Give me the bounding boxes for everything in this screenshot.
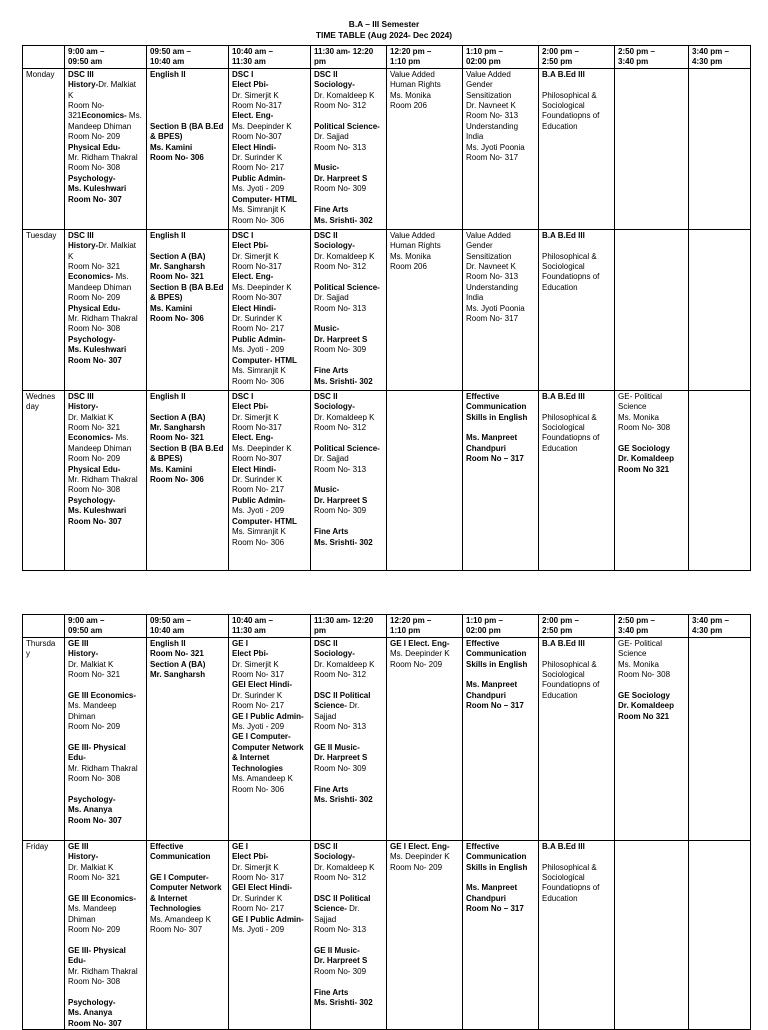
- cell-text: Ms. Simranjit K Room No- 306: [232, 366, 286, 386]
- cell-text: Computer- HTML: [232, 355, 297, 365]
- cell-text: Political Science-: [314, 282, 380, 292]
- corner-cell: [23, 46, 65, 69]
- time-slot-header: 11:30 am- 12:20 pm: [311, 46, 387, 69]
- cell-text: Computer- HTML: [232, 194, 297, 204]
- cell-text: GE I Elect Pbi-: [232, 638, 269, 659]
- timetable-cell: [229, 390, 311, 570]
- cell-text: DSC I Elect Pbi-: [232, 391, 269, 412]
- page-title: B.A – III Semester: [348, 19, 420, 29]
- cell-text: Ms. Mandeep Dhiman Room No- 209: [68, 433, 132, 464]
- cell-text: GE II Music- Dr. Harpreet S: [314, 945, 368, 966]
- cell-text: Dr. Surinder K Room No- 217: [232, 153, 285, 173]
- cell-text: Ms. Amandeep K Room No- 307: [150, 914, 211, 935]
- cell-text: English II Room No- 321 Section A (BA) Mr. Sangharsh: [150, 638, 206, 680]
- day-row-tuesday: [23, 229, 751, 390]
- day-row-friday: [23, 840, 751, 1029]
- time-slot-header: 11:30 am- 12:20 pm: [311, 615, 387, 638]
- cell-text: Dr. Malkiat K Room No- 321: [68, 862, 121, 883]
- cell-text: Dr. Malkiat K Room No- 321: [68, 80, 137, 121]
- cell-text: B.A B.Ed III: [542, 638, 585, 648]
- timetable-cell: [689, 229, 751, 390]
- cell-text: Physical Edu-: [68, 142, 121, 152]
- cell-text: Dr. Simerjit K Room No-317: [232, 412, 282, 433]
- cell-text: GEI Elect Hindi-: [232, 680, 293, 690]
- timetable-cell: [615, 229, 689, 390]
- cell-text: Value Added Human Rights Ms. Monika Room 206: [390, 230, 441, 272]
- cell-text: Effective Communication: [150, 841, 211, 862]
- cell-text: DSC III History-: [68, 230, 99, 251]
- cell-text: DSC I Elect Pbi-: [232, 230, 269, 251]
- time-slot-header: 3:40 pm – 4:30 pm: [689, 46, 751, 69]
- timetable-cell: [311, 637, 387, 840]
- timetable-cell: [615, 637, 689, 840]
- cell-text: Public Admin-: [232, 173, 286, 183]
- timetable-cell: [539, 229, 615, 390]
- cell-text: DSC II Sociology-: [314, 391, 355, 412]
- cell-text: Political Science-: [314, 121, 380, 131]
- cell-text: Dr. Surinder K Room No- 217: [232, 314, 285, 334]
- timetable-cell: [65, 229, 147, 390]
- corner-cell: [23, 615, 65, 638]
- cell-text: Room No- 309: [314, 506, 367, 516]
- cell-text: Mr. Ridham Thakral Room No- 308: [68, 314, 138, 334]
- cell-text: GE III History-: [68, 841, 99, 862]
- cell-text: Dr. Simerjit K Room No-317: [232, 90, 282, 111]
- timetable-cell: [229, 637, 311, 840]
- cell-text: GE I Public Admin-: [232, 711, 304, 721]
- time-slot-header: 3:40 pm – 4:30 pm: [689, 615, 751, 638]
- cell-text: Ms. Simranjit K Room No- 306: [232, 527, 286, 547]
- cell-text: Effective Communication Skills in English Ms. Manpreet Chandpuri Room No – 317: [466, 391, 528, 464]
- cell-text: Psychology- Ms. Kuleshwari Room No- 307: [68, 495, 127, 526]
- timetable-cell: [65, 637, 147, 840]
- cell-text: Ms. Mandeep Dhiman Room No- 209: [68, 272, 132, 303]
- cell-text: GE III Economics-: [68, 893, 137, 903]
- cell-text: Philosophical & Sociological Foundatiopns of Education: [542, 90, 600, 131]
- cell-text: GE Sociology Dr. Komaldeep Room No 321: [618, 690, 675, 721]
- timetable-cell: [147, 68, 229, 229]
- timetable-cell: [229, 840, 311, 1029]
- cell-text: Room No- 309: [314, 184, 367, 194]
- cell-text: Fine Arts Ms. Srishti- 302: [314, 527, 373, 547]
- timetable-cell: [387, 68, 463, 229]
- time-header-row: [23, 615, 751, 638]
- day-label: Monday: [23, 68, 65, 229]
- cell-text: Dr. Sajjad Room No- 313: [314, 132, 367, 152]
- cell-text: Political Science-: [314, 443, 380, 453]
- cell-text: DSC III History-: [68, 69, 99, 90]
- cell-text: Ms. Jyoti - 209: [232, 722, 285, 732]
- cell-text: English II: [150, 391, 186, 401]
- cell-text: Ms. Deepinder K Room No-307: [232, 443, 292, 464]
- page-subtitle: TIME TABLE (Aug 2024- Dec 2024): [315, 30, 453, 40]
- cell-text: Ms. Deepinder K Room No-307: [232, 121, 292, 142]
- cell-text: Ms. Deepinder K Room No- 209: [390, 852, 450, 872]
- cell-text: Dr. Simerjit K Room No- 317: [232, 659, 285, 680]
- time-slot-header: 9:00 am – 09:50 am: [65, 615, 147, 638]
- timetable-cell: [463, 229, 539, 390]
- page-header: [0, 19, 768, 41]
- timetable-cell: [689, 840, 751, 1029]
- cell-text: Section B (BA B.Ed & BPES) Ms. Kamini Room No- 306: [150, 121, 224, 163]
- timetable-cell: [229, 229, 311, 390]
- time-slot-header: 1:10 pm – 02:00 pm: [463, 46, 539, 69]
- day-row-monday: [23, 68, 751, 229]
- cell-text: Elect. Eng-: [232, 433, 274, 443]
- cell-text: Dr. Malkiat K Room No- 321: [68, 659, 121, 680]
- cell-text: Room No- 309: [314, 345, 367, 355]
- cell-text: GEI Elect Hindi-: [232, 883, 293, 893]
- cell-text: GE III- Physical Edu-: [68, 742, 126, 763]
- cell-text: GE III Economics-: [68, 690, 137, 700]
- time-slot-header: 1:10 pm – 02:00 pm: [463, 615, 539, 638]
- time-slot-header: 09:50 am – 10:40 am: [147, 46, 229, 69]
- cell-text: English II: [150, 230, 186, 240]
- time-slot-header: 10:40 am – 11:30 am: [229, 615, 311, 638]
- cell-text: Philosophical & Sociological Foundatiopns of Education: [542, 412, 600, 453]
- time-header-row: [23, 46, 751, 69]
- cell-text: Section A (BA) Mr. Sangharsh Room No- 321 Section B (BA B.Ed & BPES) Ms. Kamini Room No- 306: [150, 251, 224, 324]
- cell-text: DSC III History-: [68, 391, 99, 412]
- cell-text: Dr. Sajjad Room No- 313: [314, 293, 367, 313]
- timetable-cell: [311, 229, 387, 390]
- cell-text: GE I Elect. Eng-: [390, 638, 450, 648]
- cell-text: DSC II Sociology-: [314, 69, 355, 90]
- cell-text: GE I Public Admin-: [232, 914, 304, 924]
- cell-text: Music- Dr. Harpreet S: [314, 324, 368, 344]
- cell-text: Dr. Komaldeep K Room No- 312: [314, 659, 375, 680]
- cell-text: Section A (BA) Mr. Sangharsh Room No- 321 Section B (BA B.Ed & BPES) Ms. Kamini Room No- 306: [150, 412, 224, 485]
- cell-text: Computer- HTML: [232, 516, 297, 526]
- cell-text: Philosophical & Sociological Foundatiopns of Education: [542, 251, 600, 292]
- cell-text: Mr. Ridham Thakral Room No- 308: [68, 763, 138, 784]
- timetable-cell: [463, 840, 539, 1029]
- day-label: Thursda y: [23, 637, 65, 840]
- timetable-cell: [387, 637, 463, 840]
- timetable-cell: [311, 840, 387, 1029]
- timetable-cell: [147, 840, 229, 1029]
- timetable-cell: [539, 637, 615, 840]
- cell-text: Dr. Sajjad Room No- 313: [314, 904, 367, 935]
- cell-text: B.A B.Ed III: [542, 230, 585, 240]
- cell-text: DSC II Political Science-: [314, 893, 371, 914]
- timetable-cell: [147, 637, 229, 840]
- cell-text: B.A B.Ed III: [542, 841, 585, 851]
- timetable-cell: [65, 840, 147, 1029]
- cell-text: B.A B.Ed III: [542, 391, 585, 401]
- cell-text: GE I Elect. Eng-: [390, 841, 450, 851]
- timetable-cell: [463, 68, 539, 229]
- time-slot-header: 2:00 pm – 2:50 pm: [539, 46, 615, 69]
- cell-text: Value Added Gender Sensitization Dr. Navneet K Room No- 313 Understanding India Ms. Jyoti Poonia Room No- 317: [466, 230, 525, 324]
- time-slot-header: 2:00 pm – 2:50 pm: [539, 615, 615, 638]
- cell-text: GE- Political Science Ms. Monika Room No- 308: [618, 638, 671, 680]
- timetable-cell: [539, 390, 615, 570]
- cell-text: Dr. Komaldeep K Room No- 312: [314, 412, 375, 433]
- cell-text: Fine Arts Ms. Srishti- 302: [314, 205, 373, 225]
- cell-text: Philosophical & Sociological Foundatiopns of Education: [542, 862, 600, 903]
- cell-text: Elect Hindi-: [232, 303, 277, 313]
- cell-text: Ms. Simranjit K Room No- 306: [232, 205, 286, 225]
- timetable-cell: [387, 229, 463, 390]
- day-row-wednesday: [23, 390, 751, 570]
- day-row-thursday: [23, 637, 751, 840]
- cell-text: Elect Hindi-: [232, 464, 277, 474]
- cell-text: Elect. Eng-: [232, 111, 274, 121]
- cell-text: Ms. Jyoti - 209: [232, 506, 285, 516]
- cell-text: DSC II Sociology-: [314, 638, 355, 659]
- cell-text: B.A B.Ed III: [542, 69, 585, 79]
- timetable-cell: [463, 390, 539, 570]
- cell-text: Philosophical & Sociological Foundatiopns of Education: [542, 659, 600, 700]
- cell-text: Ms. Mandeep Dhiman Room No- 209: [68, 111, 142, 142]
- timetable-cell: [615, 390, 689, 570]
- cell-text: GE I Computer- Computer Network & Internet Technologies: [150, 873, 222, 914]
- cell-text: Ms. Jyoti - 209: [232, 345, 285, 355]
- day-label: Wednes day: [23, 390, 65, 570]
- cell-text: Ms. Amandeep K Room No- 306: [232, 774, 293, 794]
- cell-text: Room No- 309: [314, 763, 367, 773]
- cell-text: Fine Arts Ms. Srishti- 302: [314, 987, 373, 1007]
- cell-text: Mr. Ridham Thakral Room No- 308: [68, 966, 138, 987]
- cell-text: Psychology- Ms. Kuleshwari Room No- 307: [68, 334, 127, 365]
- cell-text: Psychology- Ms. Kuleshwari Room No- 307: [68, 173, 127, 204]
- cell-text: Dr. Surinder K Room No- 217: [232, 475, 285, 495]
- timetable-cell: [463, 637, 539, 840]
- cell-text: Ms. Deepinder K Room No- 209: [390, 649, 450, 669]
- cell-text: Music- Dr. Harpreet S: [314, 163, 368, 183]
- cell-text: Mr. Ridham Thakral Room No- 308: [68, 153, 138, 173]
- cell-text: Economics-: [81, 111, 127, 121]
- time-slot-header: 09:50 am – 10:40 am: [147, 615, 229, 638]
- cell-text: GE I Computer- Computer Network & Internet Technologies: [232, 732, 304, 773]
- cell-text: GE Sociology Dr. Komaldeep Room No 321: [618, 443, 675, 474]
- cell-text: Dr. Malkiat K Room No- 321: [68, 241, 137, 272]
- timetable-part-2: [22, 614, 751, 1030]
- day-label: Friday: [23, 840, 65, 1029]
- cell-text: Dr. Surinder K Room No- 217: [232, 893, 285, 914]
- cell-text: Value Added Gender Sensitization Dr. Navneet K Room No- 313 Understanding India Ms. Jyoti Poonia Room No- 317: [466, 69, 525, 163]
- cell-text: Physical Edu-: [68, 303, 121, 313]
- cell-text: Dr. Komaldeep K Room No- 312: [314, 862, 375, 883]
- cell-text: Public Admin-: [232, 334, 286, 344]
- timetable-cell: [229, 68, 311, 229]
- cell-text: Elect Hindi-: [232, 142, 277, 152]
- cell-text: Public Admin-: [232, 495, 286, 505]
- cell-text: Ms. Mandeep Dhiman Room No- 209: [68, 701, 121, 732]
- day-label: Tuesday: [23, 229, 65, 390]
- cell-text: GE II Music- Dr. Harpreet S: [314, 742, 368, 763]
- cell-text: GE I Elect Pbi-: [232, 841, 269, 862]
- cell-text: Room No- 309: [314, 966, 367, 976]
- cell-text: GE III- Physical Edu-: [68, 945, 126, 966]
- cell-text: Dr. Sajjad Room No- 313: [314, 701, 367, 732]
- timetable-cell: [311, 390, 387, 570]
- time-slot-header: 2:50 pm – 3:40 pm: [615, 46, 689, 69]
- timetable-cell: [387, 840, 463, 1029]
- timetable-cell: [615, 68, 689, 229]
- timetable-part-1: [22, 45, 751, 571]
- cell-text: DSC II Sociology-: [314, 841, 355, 862]
- time-slot-header: 10:40 am – 11:30 am: [229, 46, 311, 69]
- cell-text: Dr. Komaldeep K Room No- 312: [314, 90, 375, 111]
- cell-text: Economics-: [68, 272, 114, 282]
- cell-text: Dr. Surinder K Room No- 217: [232, 690, 285, 711]
- cell-text: Dr. Malkiat K Room No- 321: [68, 412, 121, 433]
- timetable-cell: [311, 68, 387, 229]
- timetable-cell: [689, 390, 751, 570]
- cell-text: Dr. Simerjit K Room No- 317: [232, 862, 285, 883]
- cell-text: DSC II Political Science-: [314, 690, 371, 711]
- cell-text: Ms. Jyoti - 209: [232, 184, 285, 194]
- cell-text: Ms. Deepinder K Room No-307: [232, 282, 292, 303]
- cell-text: GE III History-: [68, 638, 99, 659]
- timetable-cell: [65, 68, 147, 229]
- cell-text: Music- Dr. Harpreet S: [314, 485, 368, 505]
- cell-text: Psychology- Ms. Ananya Room No- 307: [68, 997, 122, 1028]
- cell-text: Fine Arts Ms. Srishti- 302: [314, 784, 373, 804]
- time-slot-header: 2:50 pm – 3:40 pm: [615, 615, 689, 638]
- cell-text: Dr. Sajjad Room No- 313: [314, 454, 367, 474]
- timetable-cell: [689, 68, 751, 229]
- time-slot-header: 9:00 am – 09:50 am: [65, 46, 147, 69]
- timetable-cell: [387, 390, 463, 570]
- cell-text: Psychology- Ms. Ananya Room No- 307: [68, 794, 122, 825]
- cell-text: Ms. Mandeep Dhiman Room No- 209: [68, 904, 121, 935]
- timetable-cell: [689, 637, 751, 840]
- cell-text: English II: [150, 69, 186, 79]
- timetable-cell: [65, 390, 147, 570]
- cell-text: DSC I Elect Pbi-: [232, 69, 269, 90]
- cell-text: Effective Communication Skills in English Ms. Manpreet Chandpuri Room No – 317: [466, 638, 528, 711]
- cell-text: Fine Arts Ms. Srishti- 302: [314, 366, 373, 386]
- timetable-cell: [147, 390, 229, 570]
- cell-text: Economics-: [68, 433, 114, 443]
- cell-text: Ms. Jyoti - 209: [232, 925, 285, 935]
- cell-text: GE- Political Science Ms. Monika Room No- 308: [618, 391, 671, 433]
- cell-text: Effective Communication Skills in English Ms. Manpreet Chandpuri Room No – 317: [466, 841, 528, 914]
- cell-text: Mr. Ridham Thakral Room No- 308: [68, 475, 138, 495]
- cell-text: DSC II Sociology-: [314, 230, 355, 251]
- timetable-cell: [147, 229, 229, 390]
- cell-text: Dr. Simerjit K Room No-317: [232, 251, 282, 272]
- timetable-cell: [539, 68, 615, 229]
- cell-text: Physical Edu-: [68, 464, 121, 474]
- cell-text: Value Added Human Rights Ms. Monika Room 206: [390, 69, 441, 111]
- timetable-cell: [539, 840, 615, 1029]
- cell-text: Elect. Eng-: [232, 272, 274, 282]
- cell-text: Dr. Komaldeep K Room No- 312: [314, 251, 375, 272]
- time-slot-header: 12:20 pm – 1:10 pm: [387, 615, 463, 638]
- time-slot-header: 12:20 pm – 1:10 pm: [387, 46, 463, 69]
- timetable-cell: [615, 840, 689, 1029]
